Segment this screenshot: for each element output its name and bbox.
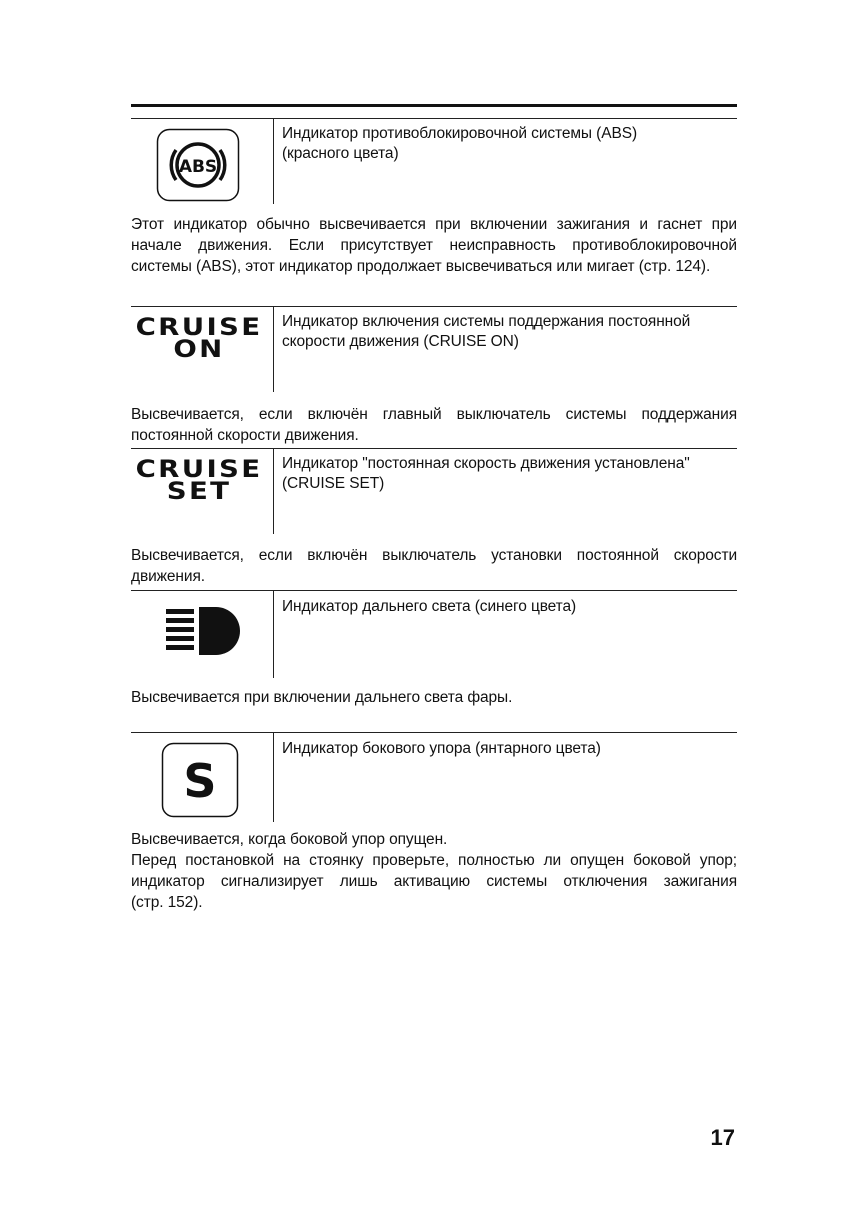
cruise-on-icon-line2: ON bbox=[173, 335, 225, 363]
side-stand-description: Высвечивается, когда боковой упор опущен. Перед постановкой на стоянку проверьте, полностью ли опущен боковой упор; индикатор сигнализирует лишь активацию системы отключения зажигания (стр. 152). bbox=[131, 831, 737, 911]
side-stand-icon bbox=[161, 742, 239, 823]
cruise-set-icon-line2: SET bbox=[166, 477, 232, 505]
high-beam-label: Индикатор дальнего света (синего цвета) bbox=[282, 598, 577, 615]
top-rule bbox=[131, 104, 737, 107]
abs-label: Индикатор противоблокировочной системы (ABS) (красного цвета) bbox=[282, 125, 638, 162]
high-beam-icon bbox=[166, 607, 242, 662]
column-divider bbox=[273, 118, 274, 204]
column-divider bbox=[273, 732, 274, 822]
abs-description: Этот индикатор обычно высвечивается при включении зажигания и гаснет при начале движения. Если присутствует неисправность противоблокировочной системы (ABS), этот индикатор продолжает высвечиваться или мигает (стр. 124). bbox=[131, 216, 737, 275]
page-number: 17 bbox=[710, 1125, 735, 1150]
section-divider bbox=[131, 590, 737, 591]
section-divider bbox=[131, 118, 737, 119]
high-beam-description: Высвечивается при включении дальнего света фары. bbox=[131, 689, 513, 706]
side-stand-icon-text: S bbox=[183, 754, 217, 808]
cruise-set-label: Индикатор "постоянная скорость движения установлена" (CRUISE SET) bbox=[282, 455, 690, 492]
cruise-on-icon bbox=[124, 313, 274, 363]
side-stand-label: Индикатор бокового упора (янтарного цвета) bbox=[282, 740, 601, 757]
cruise-set-icon-line1: CRUISE bbox=[135, 455, 263, 483]
section-divider bbox=[131, 732, 737, 733]
abs-icon-text: ABS bbox=[178, 157, 218, 177]
cruise-on-icon-line1: CRUISE bbox=[135, 313, 263, 341]
abs-warning-icon bbox=[156, 128, 240, 207]
cruise-on-description: Высвечивается, если включён главный выключатель системы поддержания постоянной скорости движения. bbox=[131, 406, 737, 444]
cruise-on-label: Индикатор включения системы поддержания постоянной скорости движения (CRUISE ON) bbox=[282, 313, 691, 350]
cruise-set-description: Высвечивается, если включён выключатель установки постоянной скорости движения. bbox=[131, 547, 737, 585]
section-divider bbox=[131, 448, 737, 449]
column-divider bbox=[273, 590, 274, 678]
cruise-set-icon bbox=[124, 455, 274, 505]
section-divider bbox=[131, 306, 737, 307]
